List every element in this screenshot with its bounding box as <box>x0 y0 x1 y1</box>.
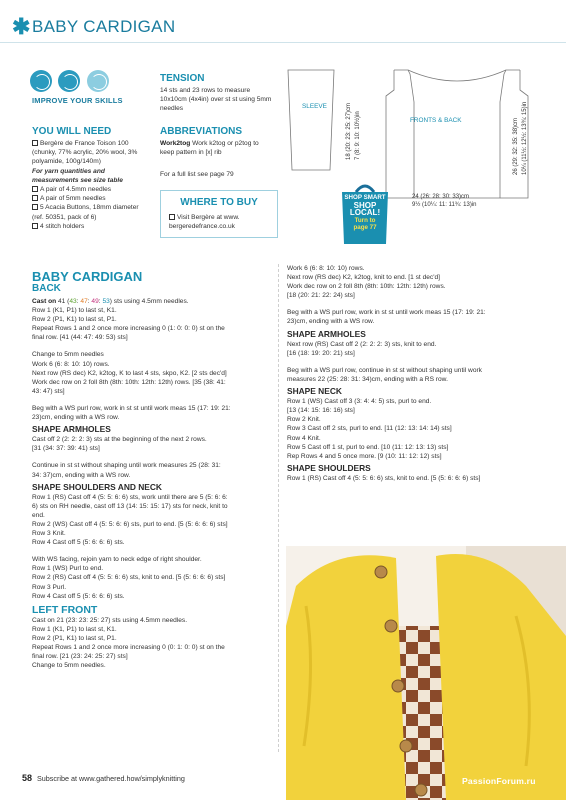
section-heading: SHAPE ARMHOLES <box>287 328 366 339</box>
pattern-line: [16 (18: 19: 20: 21) sts] <box>287 349 355 357</box>
sleeve-label: SLEEVE <box>302 103 327 110</box>
pattern-line: Row 1 (RS) Cast off 4 (5: 5: 6: 6) sts, knit to end. [5 (5: 6: 6: 6) sts] <box>287 474 481 482</box>
pattern-line: 6) sts on RH needle, cast off 13 (14: 15: 15: 17) sts for neck, knit to <box>32 502 228 510</box>
pattern-line: Work 6 (6: 8: 10: 10) rows. <box>287 265 365 272</box>
back-heading: BACK <box>32 283 61 294</box>
pattern-line: Next row (RS dec) K2, k2tog, knit to end. [1 st dec'd] <box>287 274 440 282</box>
left-front-heading: LEFT FRONT <box>32 603 98 616</box>
pattern-line: Beg with a WS purl row, continue in st st without shaping until work <box>287 366 482 374</box>
body-width-cm: 24 (26: 28: 30: 33)cm <box>412 194 470 200</box>
checkbox-icon <box>32 204 38 210</box>
page-number: 58 <box>22 773 33 783</box>
asterisk-icon: ✱ <box>12 14 31 39</box>
skill-level-indicator <box>30 70 111 97</box>
section-heading: SHAPE NECK <box>287 386 342 397</box>
pattern-line: Row 1 (K1, P1) to last st, K1. <box>32 625 117 633</box>
pattern-line: Next row (RS) Cast off 2 (2: 2: 2: 3) sts, knit to end. <box>287 340 437 348</box>
yarn-ball-icon <box>87 70 109 92</box>
pattern-line: Repeat Rows 1 and 2 once more increasing 0 (0: 1: 0: 0) st on the <box>32 644 225 651</box>
pattern-line: Work 6 (6: 8: 10: 10) rows. <box>32 360 110 368</box>
body-width-in: 9½ (10¼: 11: 11¾: 13)in <box>412 202 477 208</box>
tension-text: 14 sts and 23 rows to measure 10x10cm (4x4in) over st st using 5mm needles <box>160 87 272 113</box>
pattern-line: Beg with a WS purl row, work in st st until work meas 15 (17: 19: 21: <box>32 404 231 412</box>
pattern-line: Row 2 (P1, K1) to last st, P1. <box>32 634 117 642</box>
pattern-line: Repeat Rows 1 and 2 once more increasing 0 (1: 0: 0: 0) st on the <box>32 325 225 333</box>
neckline <box>408 70 506 81</box>
list-item: 5 Acacia Buttons, 18mm diameter (ref. 50351, pack of 6) <box>32 204 139 221</box>
sleeve-height-in: 7 (8: 9: 10: 10½)in <box>355 111 361 160</box>
pattern-line: 43: 47) sts] <box>32 387 65 395</box>
pattern-line: final row. [21 (23: 24: 25: 27) sts] <box>32 653 128 661</box>
pattern-line: Rep Rows 4 and 5 once more. [9 (10: 11: 12: 12) sts] <box>287 452 442 460</box>
cardigan-illustration <box>286 546 566 800</box>
tension-heading: TENSION <box>160 73 205 84</box>
pattern-line: Row 4 Knit. <box>287 434 321 442</box>
list-item: Bergère de France Toison 100 (chunky, 77% acrylic, 20% wool, 3% polyamide, 100g/140m) <box>32 140 138 166</box>
pattern-line: Next row (RS dec) K2, k2tog, K to last 4 sts, skpo, K2. [2 sts dec'd] <box>32 369 227 377</box>
badge-text: SHOP SMART SHOP LOCAL! Turn to page 77 <box>344 194 386 232</box>
pattern-line: Row 1 (K1, P1) to last st, K1. <box>32 307 117 315</box>
section-heading: SHAPE SHOULDERS AND NECK <box>32 481 162 492</box>
subscribe-link[interactable]: Subscribe at www.gathered.how/simplyknitting <box>37 774 185 783</box>
pattern-column-right <box>287 264 549 483</box>
pattern-line: Row 1 (WS) Cast off 3 (3: 4: 4: 5) sts, purl to end. <box>287 398 432 406</box>
checkbox-icon <box>32 140 38 146</box>
body-left-edge <box>386 70 414 198</box>
body-height-in: 10¼ (11½: 12½: 13¾: 15)in <box>522 101 528 175</box>
pattern-line: 23)cm, ending with a WS row. <box>287 318 375 326</box>
pattern-line: Cast on 41 (43: 47: 49: 53) sts using 4.5mm needles. <box>32 298 189 305</box>
pattern-line: Row 1 (WS) Purl to end. <box>32 565 104 573</box>
header-divider <box>0 42 566 43</box>
abbreviations-text: Work2tog Work k2tog or p2tog to keep pattern in [x] rib <box>160 140 259 157</box>
pattern-line: [18 (20: 21: 22: 24) sts] <box>287 292 355 300</box>
yarn-ball-icon <box>58 70 80 92</box>
body-height-cm: 26 (29: 32: 35: 38)cm <box>513 117 519 175</box>
checkbox-icon <box>32 186 38 192</box>
where-to-buy-box <box>160 190 278 238</box>
skills-label: IMPROVE YOUR SKILLS <box>32 96 123 105</box>
pattern-line: Row 1 (RS) Cast off 4 (5: 5: 6: 6) sts, work until there are 5 (5: 6: 6: <box>32 493 228 501</box>
body-outline-lower <box>394 70 520 198</box>
shop-local-badge <box>336 180 394 248</box>
pattern-title: BABY CARDIGAN <box>32 269 143 284</box>
pattern-line: 23)cm, ending with a WS row. <box>32 414 120 422</box>
garment-schematic <box>282 62 552 212</box>
section-heading: SHAPE ARMHOLES <box>32 424 111 435</box>
pattern-column-left <box>32 270 268 670</box>
pattern-line: Work dec row on 2 foll 8th (8th: 10th: 12th: 12th) rows. <box>287 283 446 291</box>
pattern-line: Row 2 (RS) Cast off 4 (5: 5: 6: 6) sts, knit to end. [5 (5: 6: 6: 6) sts] <box>32 574 226 582</box>
fronts-back-label: FRONTS & BACK <box>410 117 462 124</box>
materials-list <box>32 139 150 231</box>
pattern-line: Change to 5mm needles <box>32 351 104 359</box>
abbreviations-reference: For a full list see page 79 <box>160 171 234 178</box>
pattern-line: measures 22 (25: 28: 31: 34)cm, ending with a RS row. <box>287 375 448 383</box>
sleeve-outline <box>288 70 334 170</box>
pattern-line: Row 2 (P1, K1) to last st, P1. <box>32 316 117 324</box>
pattern-line: [13 (14: 15: 16: 16) sts] <box>287 407 355 415</box>
list-item: A pair of 4.5mm needles <box>32 185 150 194</box>
pattern-line: Row 2 (WS) Cast off 4 (5: 5: 6: 6) sts, purl to end. [5 (5: 6: 6: 6) sts] <box>32 520 228 528</box>
section-heading: SHAPE SHOULDERS <box>287 462 371 473</box>
pattern-line: Row 5 Cast off 1 st, purl to end. [10 (11: 12: 13: 13) sts] <box>287 443 449 451</box>
cardigan-photo <box>286 546 566 800</box>
sleeve-height-cm: 18 (20: 23: 25: 27)cm <box>346 102 352 160</box>
pattern-line: Row 3 Cast off 2 sts, purl to end. [11 (12: 13: 14: 14) sts] <box>287 425 452 433</box>
pattern-line: Row 2 Knit. <box>287 416 321 424</box>
yarn-ball-icon <box>30 70 52 92</box>
checkbox-icon <box>32 195 38 201</box>
pattern-line: Change to 5mm needles. <box>32 662 106 670</box>
list-item: A pair of 5mm needles <box>32 194 150 203</box>
pattern-line: Row 3 Purl. <box>32 583 67 591</box>
pattern-line: end. <box>32 511 45 519</box>
watermark: PassionForum.ru <box>462 776 536 786</box>
pattern-line: Continue in st st without shaping until work measures 25 (28: 31: <box>32 462 221 470</box>
pattern-line: Work dec row on 2 foll 8th (8th: 10th: 12th: 12th) rows. [35 (38: 41: <box>32 378 226 386</box>
pattern-line: Cast off 2 (2: 2: 2: 3) sts at the beginning of the next 2 rows. <box>32 436 207 444</box>
column-divider <box>278 264 279 752</box>
you-will-need-heading: YOU WILL NEED <box>32 126 112 137</box>
abbreviations-heading: ABBREVIATIONS <box>160 126 243 137</box>
checkbox-icon <box>32 223 38 229</box>
pattern-line: final row. [41 (44: 47: 49: 53) sts] <box>32 334 128 342</box>
pattern-line: 34: 37)cm, ending with a WS row. <box>32 471 131 479</box>
pattern-line: [31 (34: 37: 39: 41) sts] <box>32 445 100 453</box>
page-title: BABY CARDIGAN <box>32 17 176 36</box>
list-item: 4 stitch holders <box>32 222 150 231</box>
where-to-buy-text: Visit Bergère at www. bergeredefrance.co.uk <box>169 214 240 231</box>
yarn-note: For yarn quantities and measurements see size table <box>32 167 123 184</box>
pattern-line: With WS facing, rejoin yarn to neck edge of right shoulder. <box>32 556 202 564</box>
pattern-line: Row 4 Cast off 5 (5: 6: 6: 6) sts. <box>32 539 125 547</box>
pattern-line: Cast on 21 (23: 23: 25: 27) sts using 4.5mm needles. <box>32 616 188 624</box>
checkbox-icon <box>169 214 175 220</box>
pattern-line: Row 4 Cast off 5 (5: 6: 6: 6) sts. <box>32 592 125 600</box>
pattern-line: Row 3 Knit. <box>32 530 66 538</box>
where-to-buy-heading: WHERE TO BUY <box>180 197 258 208</box>
pattern-line: Beg with a WS purl row, work in st st until work meas 15 (17: 19: 21: <box>287 309 486 317</box>
